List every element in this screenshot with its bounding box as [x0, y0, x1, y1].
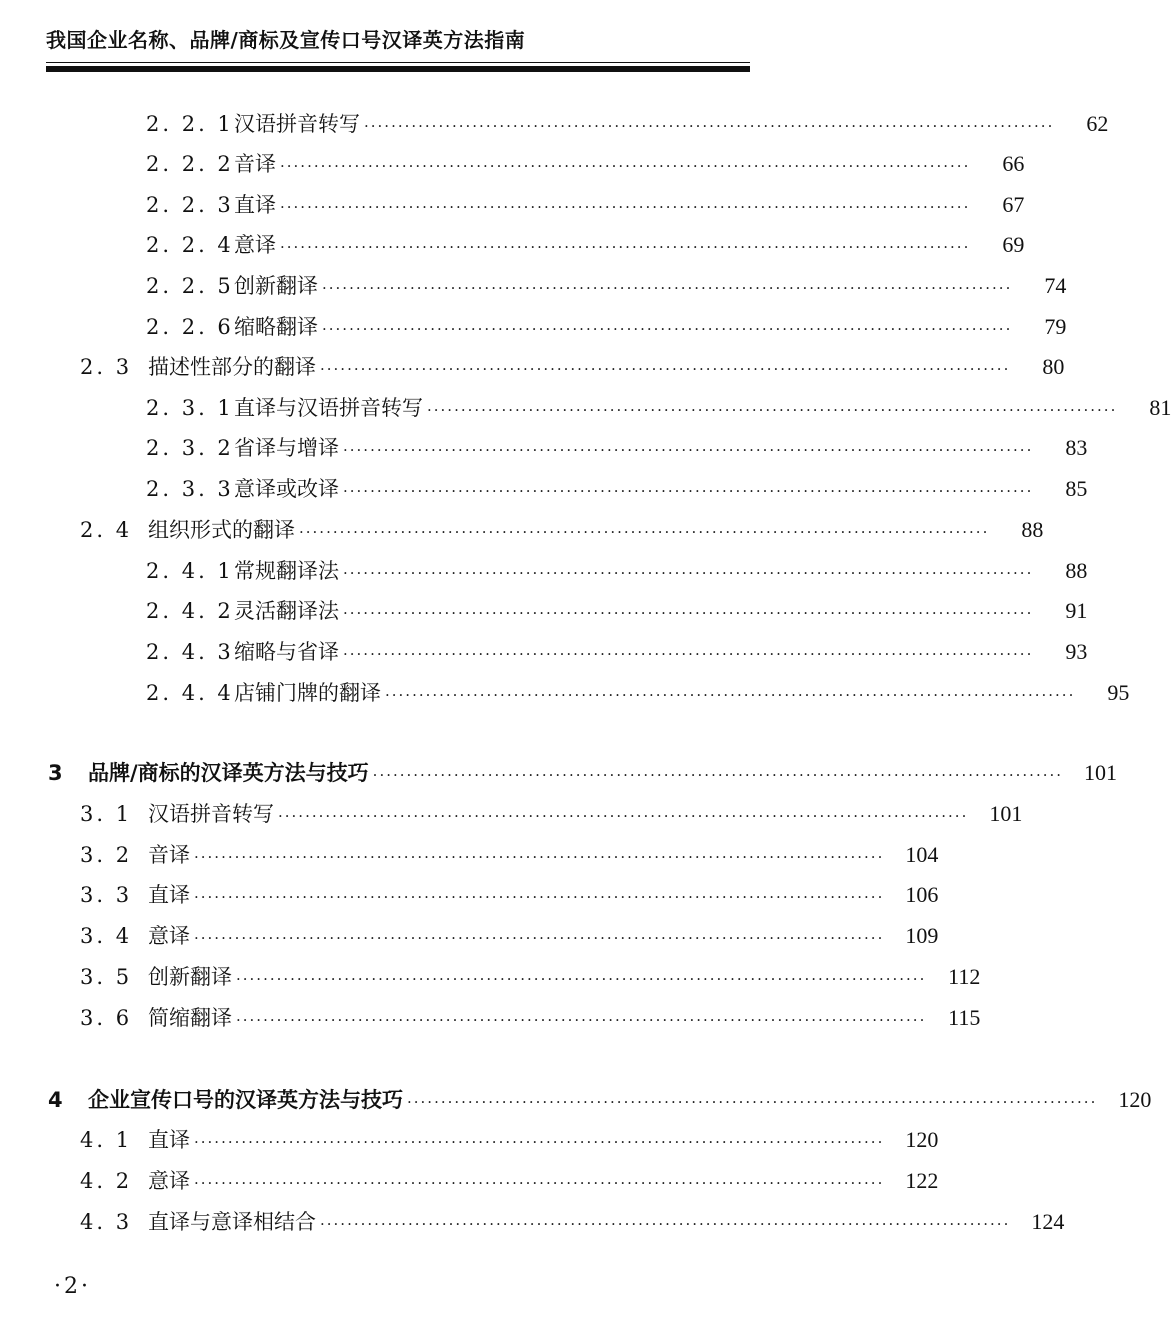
toc-entry-number: 3. 4	[80, 924, 133, 948]
toc-entry-number: 3. 5	[80, 965, 133, 989]
toc-entry-page: 91	[1065, 598, 1088, 623]
toc-entry-number: 4. 2	[80, 1169, 133, 1193]
toc-entry-title: 常规翻译法	[234, 559, 339, 583]
toc-leader-dots: ······································································································	[343, 441, 1034, 459]
toc-entry-page: 101	[989, 801, 1023, 826]
toc-entry-title: 企业宣传口号的汉译英方法与技巧	[88, 1088, 403, 1112]
toc-entry	[80, 798, 1023, 830]
toc-entry	[80, 920, 939, 952]
toc-leader-dots: ······································································································	[372, 766, 1064, 784]
toc-entry	[146, 148, 1025, 180]
toc-entry-title: 汉语拼音转写	[148, 802, 274, 826]
toc-entry-title: 直译	[148, 1128, 190, 1152]
toc-entry	[80, 839, 939, 871]
toc-leader-dots: ······································································································	[280, 238, 971, 256]
toc-entry-page: 88	[1021, 517, 1044, 542]
toc-entry-number: 2. 4. 1	[146, 559, 234, 583]
toc-entry	[48, 757, 1118, 789]
toc-entry-title: 描述性部分的翻译	[148, 355, 316, 379]
toc-leader-dots: ······································································································	[320, 1215, 1011, 1233]
toc-leader-dots: ······································································································	[194, 929, 885, 947]
toc-entry	[146, 189, 1025, 221]
toc-entry-number: 4. 3	[80, 1210, 133, 1234]
toc-leader-dots: ······································································································	[280, 198, 971, 216]
page-number: ·2·	[54, 1274, 91, 1299]
toc-entry-number: 3	[48, 761, 66, 785]
toc-entry-number: 2. 3. 2	[146, 436, 234, 460]
toc-leader-dots: ······································································································	[343, 604, 1034, 622]
toc-leader-dots: ······································································································	[343, 482, 1034, 500]
toc-entry-page: 112	[948, 964, 981, 989]
toc-entry-page: 120	[1118, 1087, 1152, 1112]
toc-entry	[146, 677, 1130, 709]
toc-entry-page: 62	[1086, 111, 1109, 136]
toc-entry-number: 3. 2	[80, 843, 133, 867]
toc-entry-title: 简缩翻译	[148, 1006, 232, 1030]
toc-entry-number: 2. 2. 4	[146, 233, 234, 257]
toc-leader-dots: ······································································································	[194, 1133, 885, 1151]
toc-entry-title: 直译	[148, 883, 190, 907]
toc-leader-dots: ······································································································	[343, 645, 1034, 663]
toc-entry-number: 3. 1	[80, 802, 133, 826]
toc-entry-page: 101	[1084, 760, 1118, 785]
toc-entry-page: 106	[905, 882, 939, 907]
toc-entry-title: 意译	[234, 233, 276, 257]
toc-entry-page: 85	[1065, 476, 1088, 501]
toc-entry-title: 组织形式的翻译	[148, 518, 295, 542]
toc-entry-page: 74	[1044, 273, 1067, 298]
toc-entry-number: 4. 1	[80, 1128, 133, 1152]
toc-entry-title: 创新翻译	[234, 274, 318, 298]
toc-entry-title: 汉语拼音转写	[234, 112, 360, 136]
toc-entry	[146, 108, 1109, 140]
toc-entry-page: 66	[1002, 151, 1025, 176]
toc-entry-number: 2. 3	[80, 355, 133, 379]
toc-entry-number: 2. 2. 1	[146, 112, 234, 136]
toc-entry-page: 80	[1042, 354, 1065, 379]
toc-entry	[146, 432, 1088, 464]
toc-entry-number: 3. 6	[80, 1006, 133, 1030]
toc-entry-page: 69	[1002, 232, 1025, 257]
toc-entry-title: 创新翻译	[148, 965, 232, 989]
toc-entry-number: 2. 2. 3	[146, 193, 234, 217]
toc-entry-number: 2. 4	[80, 518, 133, 542]
toc-entry	[80, 1002, 981, 1034]
toc-leader-dots: ······································································································	[322, 279, 1013, 297]
toc-entry-number: 2. 4. 3	[146, 640, 234, 664]
toc-entry-number: 4	[48, 1088, 66, 1112]
toc-entry	[80, 1206, 1065, 1238]
toc-entry-page: 83	[1065, 435, 1088, 460]
toc-entry	[80, 514, 1044, 546]
toc-entry	[48, 1084, 1152, 1116]
toc-entry	[146, 229, 1025, 261]
toc-entry	[146, 595, 1088, 627]
toc-leader-dots: ······································································································	[278, 807, 969, 825]
toc-leader-dots: ······································································································	[194, 1174, 885, 1192]
toc-entry	[146, 473, 1088, 505]
toc-entry-title: 意译或改译	[234, 477, 339, 501]
toc-leader-dots: ······································································································	[322, 320, 1013, 338]
toc-entry-title: 音译	[234, 152, 276, 176]
toc-entry-number: 2. 4. 2	[146, 599, 234, 623]
toc-entry	[146, 311, 1067, 343]
toc-entry-title: 店铺门牌的翻译	[234, 681, 381, 705]
toc-entry-page: 104	[905, 842, 939, 867]
toc-entry	[146, 270, 1067, 302]
toc-leader-dots: ······································································································	[385, 686, 1076, 704]
toc-entry	[80, 351, 1065, 383]
toc-leader-dots: ······································································································	[364, 117, 1055, 135]
toc-entry-number: 3. 3	[80, 883, 133, 907]
toc-entry-title: 直译与意译相结合	[148, 1210, 316, 1234]
toc-entry-title: 音译	[148, 843, 190, 867]
toc-entry-title: 缩略与省译	[234, 640, 339, 664]
toc-entry-title: 缩略翻译	[234, 315, 318, 339]
toc-entry-number: 2. 2. 2	[146, 152, 234, 176]
toc-entry	[146, 392, 1171, 424]
toc-entry-number: 2. 2. 6	[146, 315, 234, 339]
toc-leader-dots: ······································································································	[407, 1093, 1098, 1111]
toc-entry-title: 灵活翻译法	[234, 599, 339, 623]
toc-entry-page: 67	[1002, 192, 1025, 217]
toc-leader-dots: ······································································································	[236, 1011, 927, 1029]
toc-entry-title: 意译	[148, 1169, 190, 1193]
toc-leader-dots: ······································································································	[320, 360, 1011, 378]
toc-entry-page: 95	[1107, 680, 1130, 705]
book-title: 我国企业名称、品牌/商标及宣传口号汉译英方法指南	[46, 28, 526, 52]
toc-entry	[80, 961, 981, 993]
toc-entry-title: 直译	[234, 193, 276, 217]
toc-entry-number: 2. 3. 3	[146, 477, 234, 501]
toc-entry-number: 2. 2. 5	[146, 274, 234, 298]
toc-entry	[146, 555, 1088, 587]
toc-entry-page: 115	[948, 1005, 981, 1030]
toc-entry	[80, 1165, 939, 1197]
toc-leader-dots: ······································································································	[194, 848, 885, 866]
toc-leader-dots: ······································································································	[299, 523, 990, 541]
toc-entry	[80, 879, 939, 911]
toc-entry-page: 122	[905, 1168, 939, 1193]
toc-leader-dots: ······································································································	[427, 401, 1118, 419]
toc-entry-title: 省译与增译	[234, 436, 339, 460]
toc-leader-dots: ······································································································	[280, 157, 971, 175]
toc-entry-title: 品牌/商标的汉译英方法与技巧	[88, 761, 369, 785]
toc-entry-number: 2. 4. 4	[146, 681, 234, 705]
toc-leader-dots: ······································································································	[194, 888, 885, 906]
toc-entry-title: 直译与汉语拼音转写	[234, 396, 423, 420]
toc-entry-title: 意译	[148, 924, 190, 948]
toc-entry-page: 124	[1031, 1209, 1065, 1234]
toc-entry-page: 79	[1044, 314, 1067, 339]
toc-entry-page: 81	[1149, 395, 1171, 420]
toc-entry-page: 88	[1065, 558, 1088, 583]
toc-entry-page: 120	[905, 1127, 939, 1152]
toc-entry-page: 93	[1065, 639, 1088, 664]
toc-leader-dots: ······································································································	[343, 564, 1034, 582]
toc-leader-dots: ······································································································	[236, 970, 927, 988]
toc-entry	[146, 636, 1088, 668]
toc-entry-page: 109	[905, 923, 939, 948]
toc-entry-number: 2. 3. 1	[146, 396, 234, 420]
toc-entry	[80, 1124, 939, 1156]
